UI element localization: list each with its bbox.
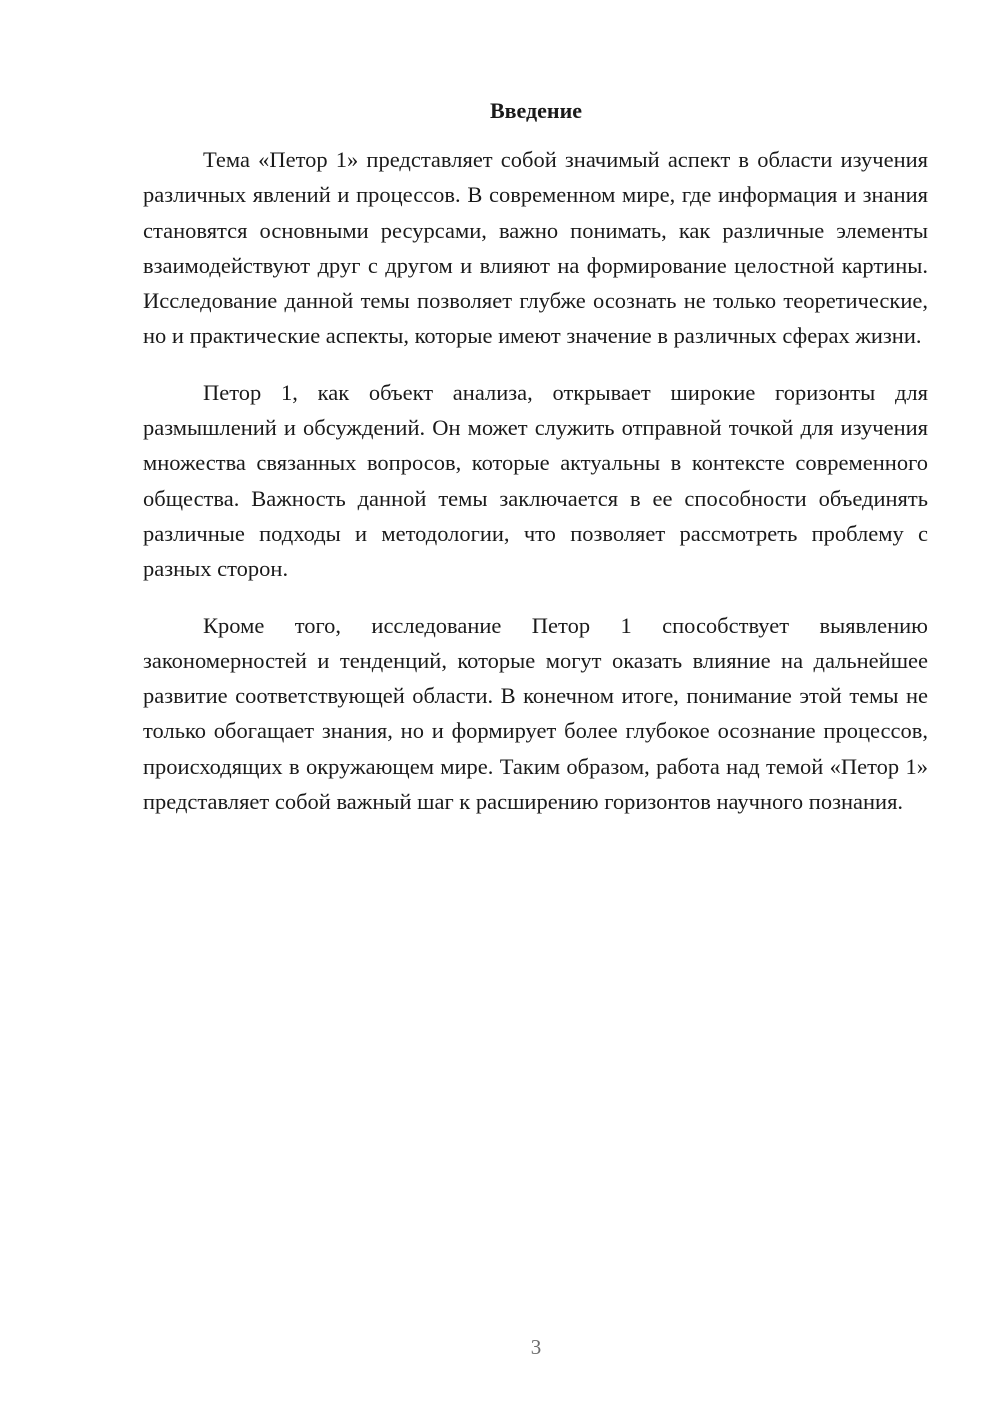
paragraph-2: Петор 1, как объект анализа, открывает широкие горизонты для размышлений и обсуждений. Он может служить отправной точкой для изучения множества связанных вопросов, которые актуальны в контексте современного общества. Важность данной темы заключается в ее способности объединять различные подходы и методологии, что позволяет рассмотреть проблему с разных сторон. [143, 379, 928, 582]
page-number: 3 [530, 1335, 542, 1359]
paragraph-1: Тема «Петор 1» представляет собой значимый аспект в области изучения различных явлений и процессов. В современном мире, где информация и знания становятся основными ресурсами, важно понимать, как различные элементы взаимодействуют друг с другом и влияют на формирование целостной картины. Исследование данной темы позволяет глубже осознать не только теоретические, но и практические аспекты, которые имеют значение в различных сферах жизни. [143, 147, 928, 349]
paragraph-3: Кроме того, исследование Петор 1 способствует выявлению закономерностей и тенденций, которые могут оказать влияние на дальнейшее развитие соответствующей области. В конечном итоге, понимание этой темы не только обогащает знания, но и формирует более глубокое осознание процессов, происходящих в окружающем мире. Таким образом, работа над темой «Петор 1» представляет собой важный шаг к расширению горизонтов научного познания. [143, 612, 928, 815]
body-text [143, 142, 928, 840]
section-heading: Введение [489, 98, 583, 123]
